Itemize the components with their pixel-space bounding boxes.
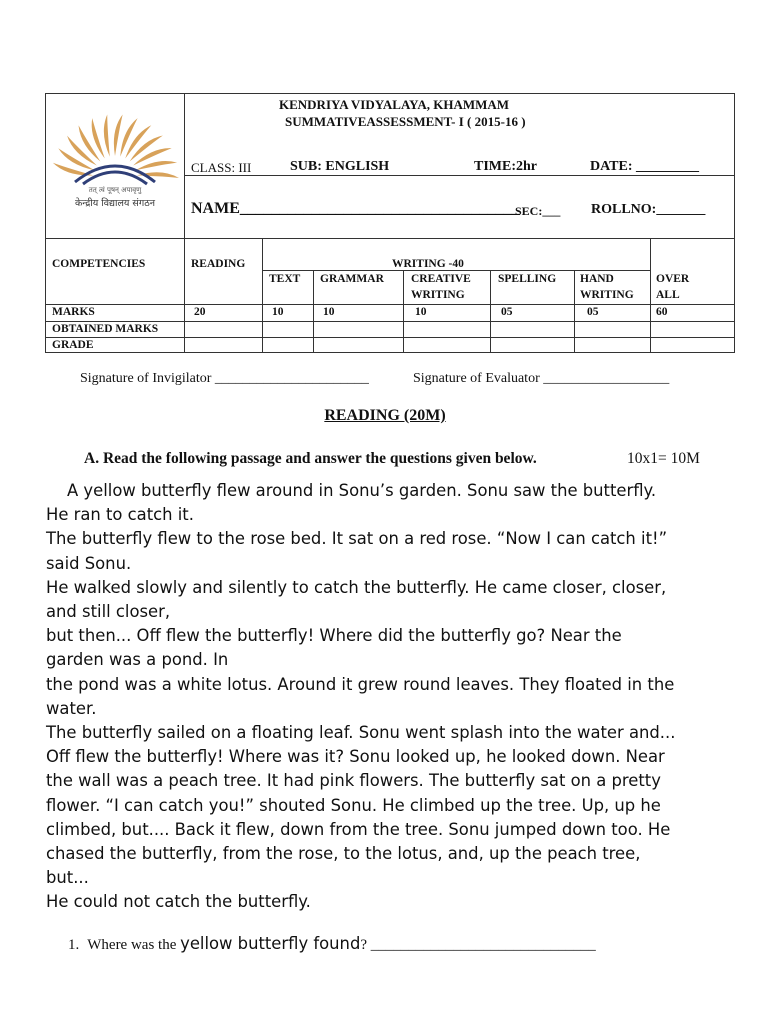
question-a-marks: 10x1= 10M	[627, 450, 700, 467]
passage-line: the wall was a peach tree. It had pink flowers. The butterfly sat on a pretty	[46, 771, 661, 791]
marks-hand: 05	[587, 306, 599, 318]
passage-line: The butterfly flew to the rose bed. It sat on a red rose. “Now I can catch it!”	[46, 529, 668, 549]
header-overall: OVER	[656, 273, 690, 285]
section-title: READING (20M)	[324, 407, 446, 424]
logo-motto: तत् त्वं पूषन् अपावृणु	[88, 186, 142, 194]
row-label-grade: GRADE	[52, 339, 94, 351]
header-writing-group: WRITING -40	[392, 258, 464, 270]
passage-line: A yellow butterfly flew around in Sonu’s garden. Sonu saw the butterfly.	[67, 481, 657, 500]
logo-org-name: केन्द्रीय विद्यालय संगठन	[75, 198, 155, 209]
sun-rays	[53, 114, 179, 177]
passage-line: He ran to catch it.	[46, 505, 194, 525]
question-text: yellow butterfly found	[180, 934, 361, 953]
sun-ray	[136, 161, 178, 170]
reading-passage	[46, 479, 736, 915]
logo-cell	[46, 94, 185, 238]
header-competencies: COMPETENCIES	[52, 258, 146, 270]
header-reading: READING	[191, 258, 246, 270]
passage-line: and still closer,	[46, 602, 171, 622]
passage-line: climbed, but.... Back it flew, down from the tree. Sonu jumped down too. He	[46, 819, 671, 839]
marks-overall: 60	[656, 306, 668, 318]
passage-line: garden was a pond. In	[46, 650, 229, 670]
passage-line: The butterfly sailed on a floating leaf. Sonu went splash into the water and...	[46, 723, 676, 743]
header-hand-writing: WRITING	[580, 289, 634, 301]
name-field[interactable]: NAME___________________________________	[191, 200, 520, 217]
header-creative-writing: WRITING	[411, 289, 465, 301]
time-label: TIME:2hr	[474, 159, 537, 174]
marks-reading: 20	[194, 306, 206, 318]
passage-line: He walked slowly and silently to catch the butterfly. He came closer, closer,	[46, 577, 667, 597]
header-text: TEXT	[269, 273, 301, 285]
exam-title: SUMMATIVEASSESSMENT- I ( 2015-16 )	[285, 114, 526, 129]
passage-line: Off flew the butterfly! Where was it? Sonu looked up, he looked down. Near	[46, 747, 665, 767]
passage-line: chased the butterfly, from the rose, to the lotus, and, up the peach tree,	[46, 844, 641, 864]
passage-line: flower. “I can catch you!” shouted Sonu. He climbed up the tree. Up, up he	[46, 795, 661, 815]
passage-line: but then... Off flew the butterfly! Where did the butterfly go? Near the	[46, 626, 622, 646]
answer-blank[interactable]: ? ______________________________	[360, 937, 596, 953]
row-label-marks: MARKS	[52, 306, 95, 318]
passage-line: but...	[46, 868, 89, 888]
marks-creative: 10	[415, 306, 427, 318]
section-field[interactable]: SEC:___	[515, 204, 561, 218]
passage-line: the pond was a white lotus. Around it grew round leaves. They floated in the	[46, 674, 675, 694]
header-spelling: SPELLING	[498, 273, 557, 285]
marks-spelling: 05	[501, 306, 513, 318]
evaluator-signature[interactable]: Signature of Evaluator __________________	[413, 371, 670, 386]
subject-label: SUB: ENGLISH	[290, 159, 390, 174]
class-label: CLASS: III	[191, 160, 252, 175]
question-prefix: Where was the	[87, 937, 181, 953]
header-creative: CREATIVE	[411, 273, 471, 285]
passage-line: He could not catch the butterfly.	[46, 892, 311, 912]
header-overall-all: ALL	[656, 289, 680, 301]
header-hand: HAND	[580, 273, 614, 285]
sun-ray	[104, 114, 110, 156]
kendriya-vidyalaya-logo-icon	[50, 104, 180, 186]
question-a-instruction: A. Read the following passage and answer the questions given below.	[84, 450, 537, 467]
date-field[interactable]: DATE: _________	[590, 159, 700, 174]
question-1	[68, 934, 596, 954]
school-name: KENDRIYA VIDYALAYA, KHAMMAM	[279, 97, 510, 112]
marks-grammar: 10	[323, 306, 335, 318]
header-grammar: GRAMMAR	[320, 273, 384, 285]
row-label-obtained: OBTAINED MARKS	[52, 323, 159, 335]
emblem-arcs	[75, 166, 155, 184]
header-divider	[184, 175, 735, 176]
exam-header	[45, 93, 735, 239]
passage-line: water.	[46, 698, 97, 718]
invigilator-signature[interactable]: Signature of Invigilator ______________________	[80, 371, 369, 386]
rollno-field[interactable]: ROLLNO:_______	[591, 202, 706, 217]
question-number: 1.	[68, 937, 80, 953]
marks-table	[45, 238, 735, 353]
marks-text: 10	[272, 306, 284, 318]
passage-line: said Sonu.	[46, 553, 132, 573]
